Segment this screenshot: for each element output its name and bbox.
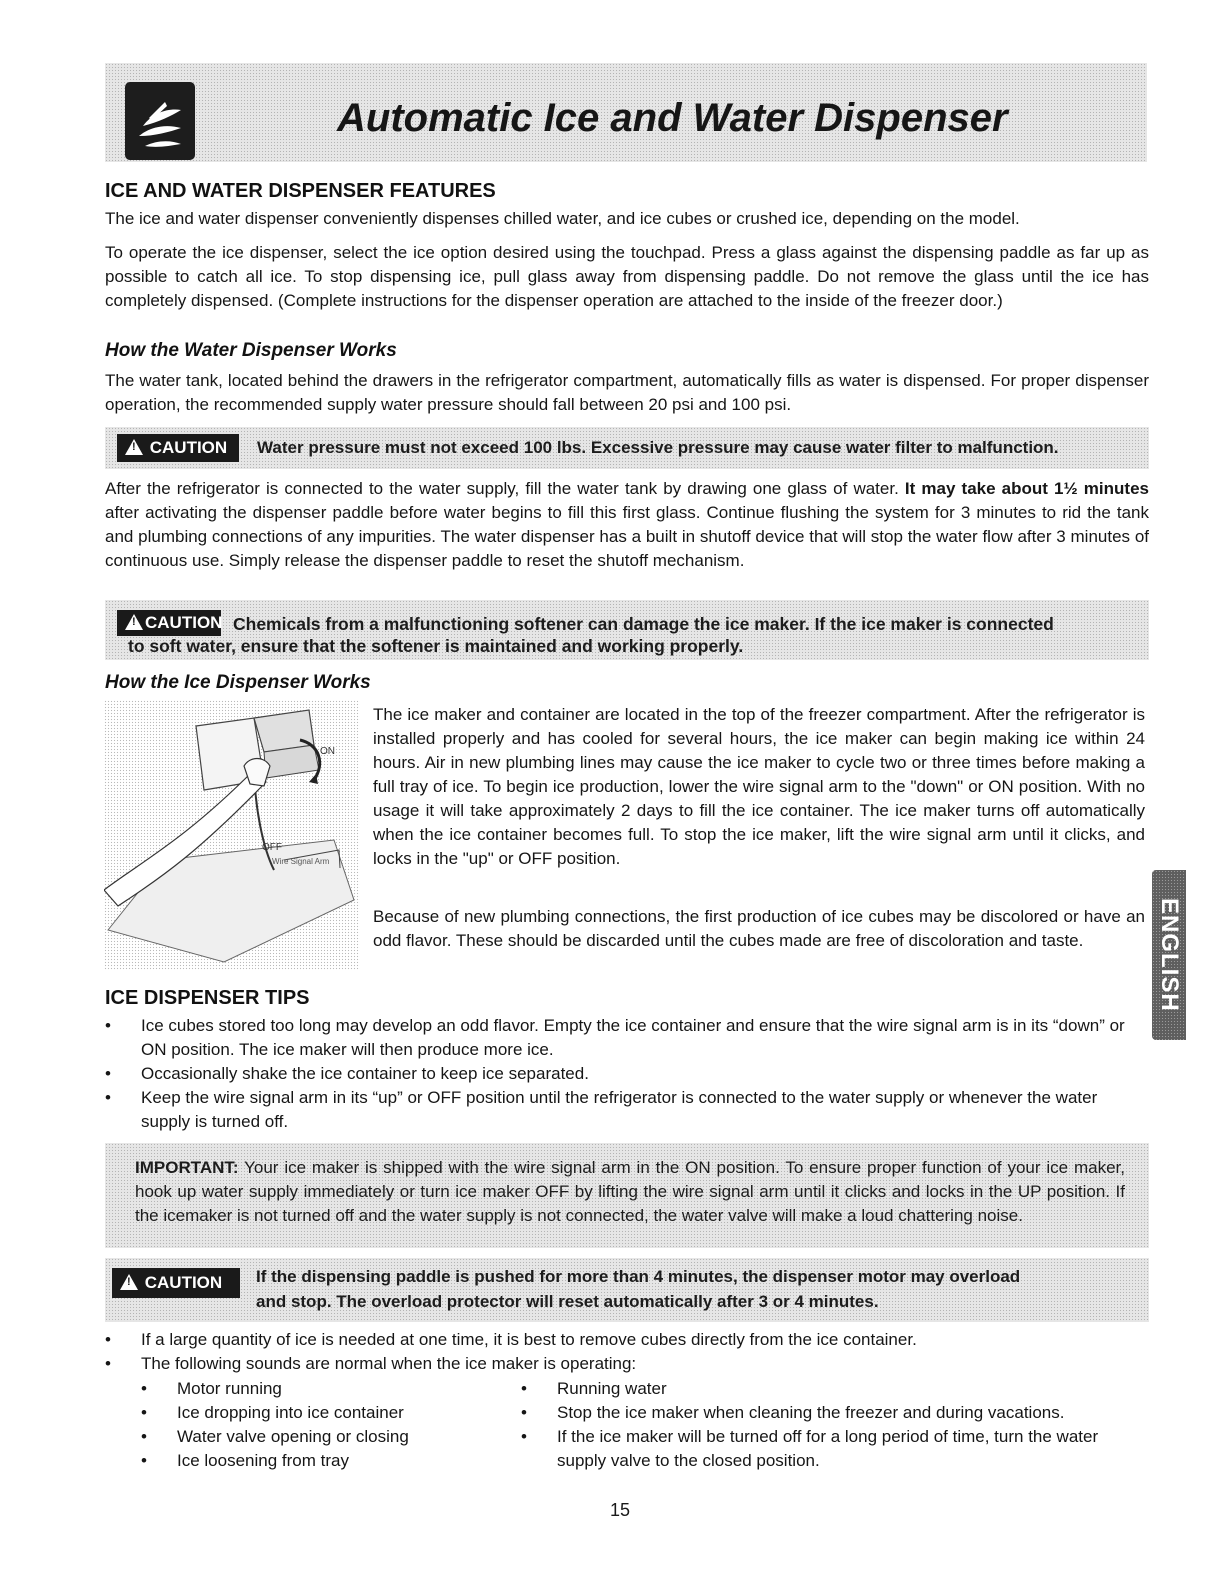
header-band — [105, 63, 1147, 162]
figure-label-arm: Wire Signal Arm — [272, 857, 330, 866]
caution-text-3a: If the dispensing paddle is pushed for more than 4 minutes, the dispenser motor may overload — [256, 1267, 1021, 1286]
list-item: • Stop the ice maker when cleaning the freezer and during vacations. — [521, 1401, 1149, 1425]
tips-list-2 — [105, 1328, 1149, 1376]
features-heading: ICE AND WATER DISPENSER FEATURES — [105, 180, 496, 202]
caution-text-2a: Chemicals from a malfunctioning softener can damage the ice maker. If the ice maker is connected — [233, 614, 1054, 634]
sounds-list-right — [521, 1377, 1149, 1473]
list-item: • Water valve opening or closing — [141, 1425, 501, 1449]
caution-text-1: Water pressure must not exceed 100 lbs. Excessive pressure may cause water filter to malfunction. — [257, 438, 1059, 457]
tips-heading: ICE DISPENSER TIPS — [105, 987, 310, 1009]
warning-icon — [125, 439, 143, 455]
page-title: Automatic Ice and Water Dispenser — [337, 96, 1008, 140]
list-item: • Ice cubes stored too long may develop an odd flavor. Empty the ice container and ensure that the wire signal arm is in its “down” or ON position. The ice maker will then produce more ice. — [105, 1014, 1149, 1062]
list-item: • If a large quantity of ice is needed at one time, it is best to remove cubes directly from the ice container. — [105, 1328, 1149, 1352]
water-paragraph-2: After the refrigerator is connected to the water supply, fill the water tank by drawing one glass of water. It may take about 1½ minutes after activating the dispenser paddle before water begins to fill this first glass. Continue flushing the system for 3 minutes to rid the tank and plumbing connections of any impurities. The water dispenser has a built in shutoff device that will stop the water flow after 3 minutes of continuous use. Simply release the dispenser paddle to reset the shutoff mechanism. — [105, 479, 1149, 570]
list-item: • Ice loosening from tray — [141, 1449, 501, 1473]
ice-paragraph-1: The ice maker and container are located in the top of the freezer compartment. After the refrigerator is installed properly and has cooled for several hours, the ice maker can begin making ice within 24 hours. Air in new plumbing lines may cause the ice maker to cycle two or three times before making a full tray of ice. To begin ice production, lower the wire signal arm to the "down" or ON position. With no usage it will take approximately 2 days to fill the ice container. The ice maker turns off automatically when the ice container becomes full. To stop the ice maker, lift the wire signal arm until it clicks, and locks in the "up" or OFF position. — [373, 705, 1145, 868]
important-text: IMPORTANT: Your ice maker is shipped with the wire signal arm in the ON position. To ensure proper function of your ice maker, hook up water supply immediately or turn ice maker OFF by lifting the wire signal arm until it clicks and locks in the UP position. If the icemaker is not turned off and the water supply is not connected, the water valve will make a loud chattering noise. — [135, 1158, 1125, 1225]
language-tab — [1152, 870, 1186, 1040]
list-item: • Keep the wire signal arm in its “up” or OFF position until the refrigerator is connected to the water supply or whenever the water supply is turned off. — [105, 1086, 1149, 1134]
list-item: • If the ice maker will be turned off for a long period of time, turn the water supply valve to the closed position. — [521, 1425, 1149, 1473]
page-number: 15 — [609, 1500, 631, 1520]
figure-label-off: OFF — [262, 842, 282, 853]
ice-dispenser-icon — [125, 82, 195, 160]
list-item: • Motor running — [141, 1377, 501, 1401]
warning-icon — [120, 1274, 138, 1290]
caution-text-3b: and stop. The overload protector will reset automatically after 3 or 4 minutes. — [256, 1292, 879, 1311]
warning-icon — [125, 614, 143, 630]
figure-label-on: ON — [320, 746, 335, 757]
list-item: • Occasionally shake the ice container to keep ice separated. — [105, 1062, 1149, 1086]
tips-list — [105, 1014, 1149, 1134]
caution-text-2b: to soft water, ensure that the softener is maintained and working properly. — [128, 636, 744, 656]
ice-maker-illustration — [104, 700, 360, 970]
features-paragraph-1: The ice and water dispenser conveniently dispenses chilled water, and ice cubes or crushed ice, depending on the model. — [105, 209, 1020, 228]
caution-label-2: !CAUTION — [117, 610, 221, 636]
features-paragraph-2: To operate the ice dispenser, select the ice option desired using the touchpad. Press a glass against the dispensing paddle as far up as possible to catch all ice. To stop dispensing ice, pull glass away from dispensing paddle. Do not remove the glass until the ice has completely dispensed. (Complete instructions for the dispenser operation are attached to the inside of the freezer door.) — [105, 243, 1149, 310]
water-paragraph-1: The water tank, located behind the drawers in the refrigerator compartment, automatically fills as water is dispensed. For proper dispenser operation, the recommended supply water pressure should fall between 20 psi and 100 psi. — [105, 371, 1149, 414]
caution-label-3: ! CAUTION — [112, 1268, 240, 1298]
ice-paragraph-2: Because of new plumbing connections, the first production of ice cubes may be discolored or have an odd flavor. These should be discarded until the cubes made are free of discoloration and taste. — [373, 907, 1145, 950]
water-heading: How the Water Dispenser Works — [105, 340, 397, 361]
sounds-list-left — [141, 1377, 501, 1473]
caution-label-1: ! CAUTION — [117, 434, 239, 462]
list-item: • Running water — [521, 1377, 1149, 1401]
ice-heading: How the Ice Dispenser Works — [105, 672, 371, 693]
language-tab-label: ENGLISH — [1156, 898, 1183, 1012]
list-item: • Ice dropping into ice container — [141, 1401, 501, 1425]
list-item: • The following sounds are normal when the ice maker is operating: — [105, 1352, 1149, 1376]
